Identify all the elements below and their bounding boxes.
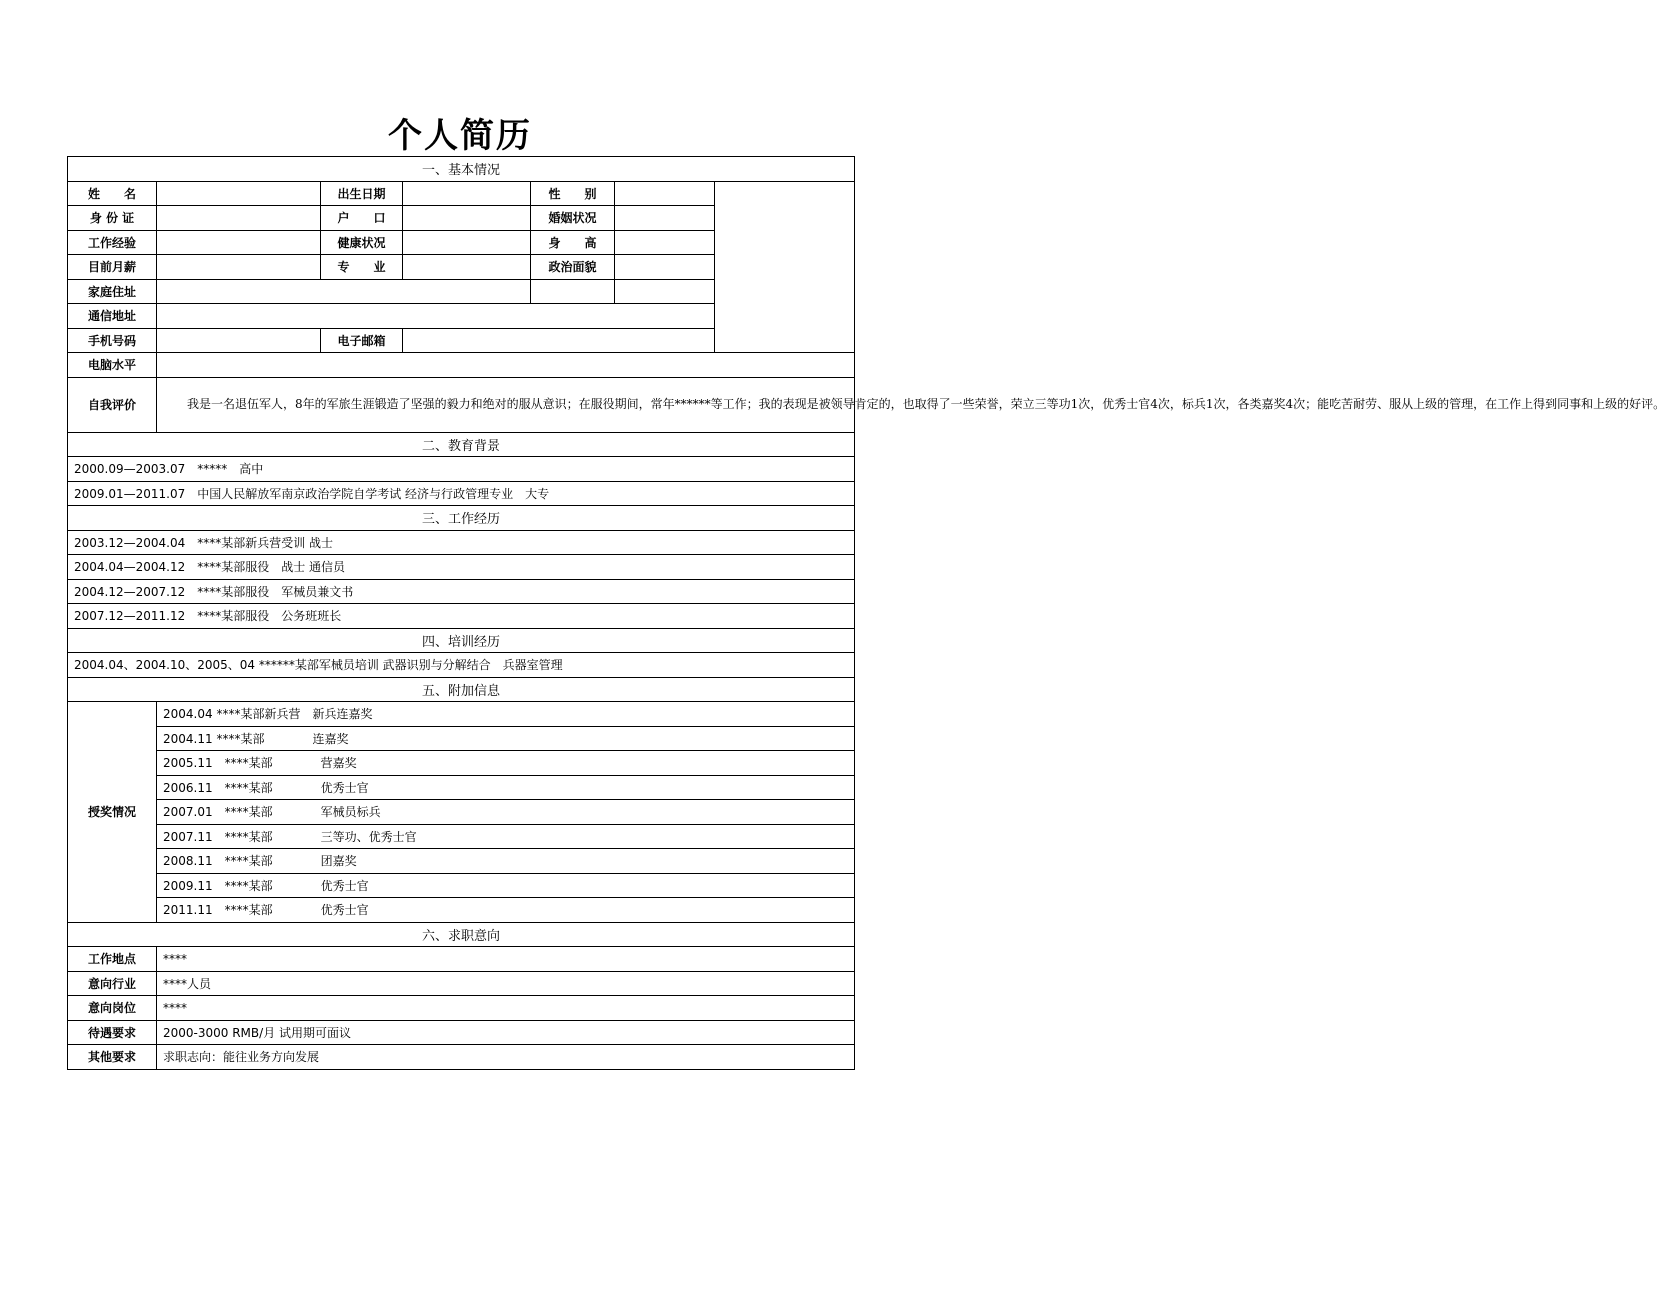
label-salary-expectation: 待遇要求: [68, 1020, 157, 1045]
section-work: 三、工作经历: [68, 506, 855, 531]
award-item: 2009.11 ****某部 优秀士官: [157, 873, 855, 898]
value-position: ****: [157, 996, 855, 1021]
field-computer: [157, 353, 855, 378]
label-awards: 授奖情况: [68, 702, 157, 923]
field-address-extra: [531, 279, 615, 304]
work-item: 2007.12—2011.12 ****某部服役 公务班班长: [68, 604, 855, 629]
award-item: 2008.11 ****某部 团嘉奖: [157, 849, 855, 874]
label-phone: 手机号码: [68, 328, 157, 353]
field-hukou: [403, 206, 531, 231]
field-name: [157, 181, 321, 206]
label-experience: 工作经验: [68, 230, 157, 255]
award-item: 2007.01 ****某部 军械员标兵: [157, 800, 855, 825]
label-other-requirements: 其他要求: [68, 1045, 157, 1070]
award-item: 2006.11 ****某部 优秀士官: [157, 775, 855, 800]
award-item: 2007.11 ****某部 三等功、优秀士官: [157, 824, 855, 849]
label-major: 专 业: [321, 255, 403, 280]
page-title: 个人简历: [388, 116, 532, 156]
label-work-location: 工作地点: [68, 947, 157, 972]
field-major: [403, 255, 531, 280]
training-item: 2004.04、2004.10、2005、04 ******某部军械员培训 武器识别与分解结合 兵器室管理: [68, 653, 855, 678]
label-salary: 目前月薪: [68, 255, 157, 280]
section-basic: 一、基本情况: [68, 157, 855, 182]
award-item: 2004.11 ****某部 连嘉奖: [157, 726, 855, 751]
field-height: [615, 230, 715, 255]
resume-table: [67, 156, 1665, 1070]
field-experience: [157, 230, 321, 255]
label-birth: 出生日期: [321, 181, 403, 206]
field-political: [615, 255, 715, 280]
field-gender: [615, 181, 715, 206]
label-email: 电子邮箱: [321, 328, 403, 353]
work-item: 2004.04—2004.12 ****某部服役 战士 通信员: [68, 555, 855, 580]
label-industry: 意向行业: [68, 971, 157, 996]
field-marital: [615, 206, 715, 231]
label-gender: 性 别: [531, 181, 615, 206]
self-evaluation-text: 我是一名退伍军人，8年的军旅生涯锻造了坚强的毅力和绝对的服从意识；在服役期间，常年******等工作；我的表现是被领导肯定的，也取得了一些荣誉，荣立三等功1次，优秀士官4次，标兵1次，各类嘉奖4次；能吃苦耐劳、服从上级的管理，在工作上得到同事和上级的好评。: [187, 397, 1665, 411]
field-id: [157, 206, 321, 231]
field-health: [403, 230, 531, 255]
label-marital: 婚姻状况: [531, 206, 615, 231]
label-hukou: 户 口: [321, 206, 403, 231]
field-phone: [157, 328, 321, 353]
photo-cell: [715, 181, 855, 353]
label-computer: 电脑水平: [68, 353, 157, 378]
self-evaluation-cell: [157, 377, 1665, 432]
award-item: 2011.11 ****某部 优秀士官: [157, 898, 855, 923]
label-height: 身 高: [531, 230, 615, 255]
section-additional: 五、附加信息: [68, 677, 855, 702]
work-item: 2003.12—2004.04 ****某部新兵营受训 战士: [68, 530, 855, 555]
label-health: 健康状况: [321, 230, 403, 255]
field-birth: [403, 181, 531, 206]
label-address: 家庭住址: [68, 279, 157, 304]
label-mailing: 通信地址: [68, 304, 157, 329]
work-item: 2004.12—2007.12 ****某部服役 军械员兼文书: [68, 579, 855, 604]
label-position: 意向岗位: [68, 996, 157, 1021]
award-item: 2004.04 ****某部新兵营 新兵连嘉奖: [157, 702, 855, 727]
field-mailing: [157, 304, 715, 329]
label-id: 身 份 证: [68, 206, 157, 231]
education-item: 2000.09—2003.07 ***** 高中: [68, 457, 855, 482]
field-address: [157, 279, 531, 304]
label-self-eval: 自我评价: [68, 377, 157, 432]
label-name: 姓 名: [68, 181, 157, 206]
field-address-extra-2: [615, 279, 715, 304]
field-email: [403, 328, 715, 353]
education-item: 2009.01—2011.07 中国人民解放军南京政治学院自学考试 经济与行政管理专业 大专: [68, 481, 855, 506]
section-training: 四、培训经历: [68, 628, 855, 653]
value-industry: ****人员: [157, 971, 855, 996]
value-other-requirements: 求职志向：能往业务方向发展: [157, 1045, 855, 1070]
field-salary: [157, 255, 321, 280]
value-work-location: ****: [157, 947, 855, 972]
label-political: 政治面貌: [531, 255, 615, 280]
award-item: 2005.11 ****某部 营嘉奖: [157, 751, 855, 776]
section-education: 二、教育背景: [68, 432, 855, 457]
value-salary-expectation: 2000-3000 RMB/月 试用期可面议: [157, 1020, 855, 1045]
section-job: 六、求职意向: [68, 922, 855, 947]
